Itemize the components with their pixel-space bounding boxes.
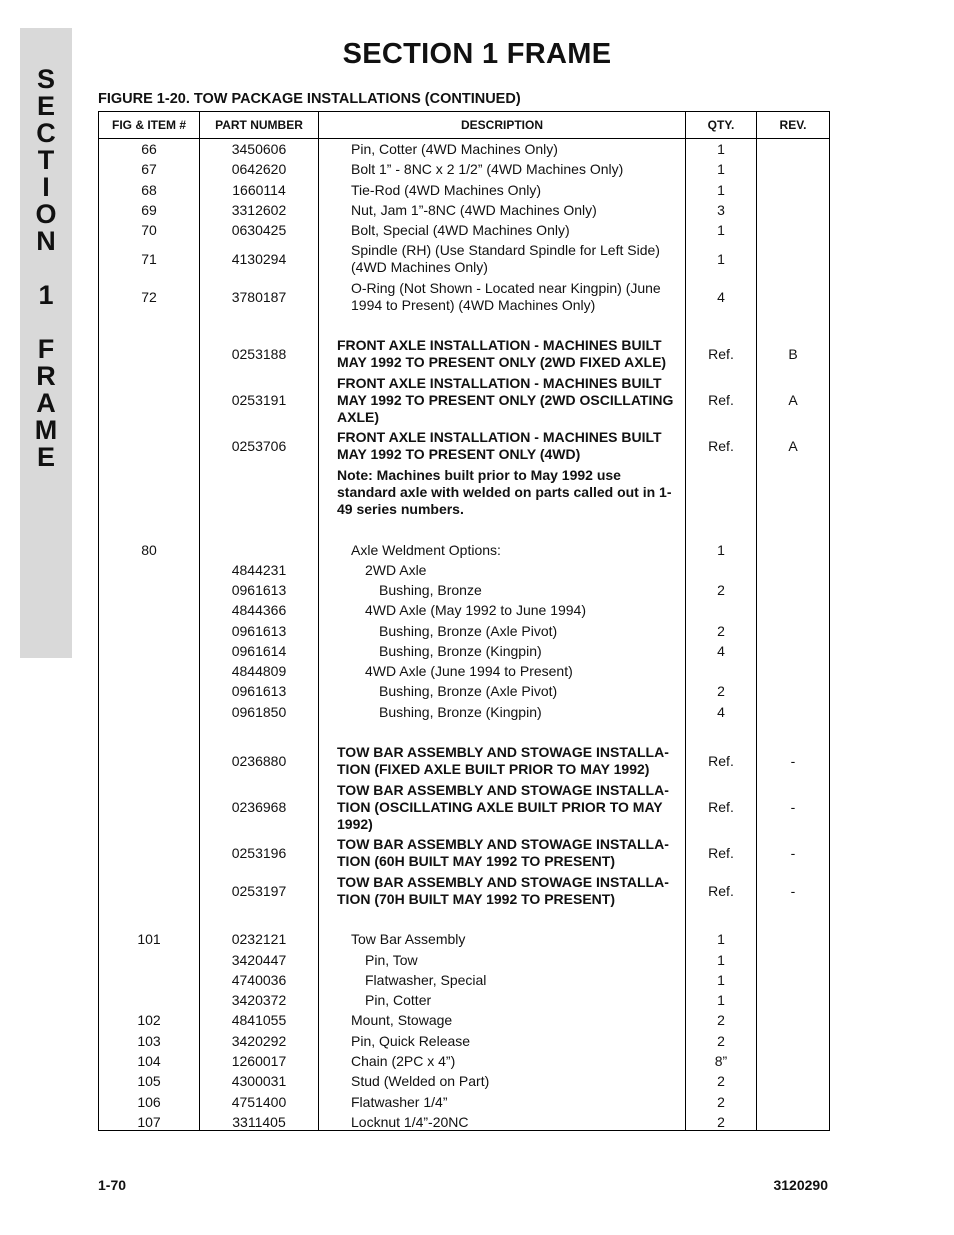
row-qty: Ref. [708,799,734,815]
row-fig-item: 72 [141,288,157,305]
row-qty: 2 [717,582,725,598]
row-rev: A [788,392,798,408]
row-part-number: 4844366 [231,602,287,618]
header-qty: QTY. [707,118,735,132]
side-tab-letter: R [36,361,56,391]
description-line: TION (60H BUILT MAY 1992 TO PRESENT) [337,853,615,869]
side-tab-letter: I [42,172,50,202]
row-part-number: 0236968 [231,799,287,815]
side-tab-letter: E [36,442,55,472]
row-part-number: 0630425 [231,222,287,238]
row-fig-item: 70 [141,222,157,238]
row-description [337,375,682,426]
description-line: Spindle (RH) (Use Standard Spindle for Left Side) [351,242,660,258]
row-description [351,161,696,178]
description-line: TION (OSCILLATING AXLE BUILT PRIOR TO MAY [337,799,663,815]
row-description [337,782,682,833]
row-fig-item: 67 [141,161,157,177]
side-tab-letter [20,309,72,336]
row-fig-item: 104 [137,1053,161,1069]
row-qty: 2 [717,1073,725,1089]
row-rev: B [788,345,798,362]
row-qty: Ref. [708,437,734,454]
description-line: Note: Machines built prior to May 1992 use [337,467,621,483]
row-description [351,542,696,559]
row-fig-item: 68 [141,182,157,198]
description-line: Mount, Stowage [351,1012,453,1028]
row-qty: 2 [717,623,725,639]
row-description [351,182,696,199]
side-tab-letter: E [36,91,55,121]
side-tab-letter: A [36,388,56,418]
row-qty: 1 [717,931,725,947]
row-qty: 1 [717,992,725,1008]
description-line: (4WD Machines Only) [351,259,488,275]
description-line: Bolt 1” - 8NC x 2 1/2” (4WD Machines Only) [351,161,624,177]
header-description: DESCRIPTION [460,118,543,132]
description-line: Flatwasher 1/4” [351,1094,448,1110]
description-line: AXLE) [337,409,379,425]
parts-table [98,111,830,1131]
row-part-number: 0961613 [231,623,287,639]
side-tab-letter: M [34,415,58,445]
row-fig-item: 80 [141,542,157,558]
description-line: 2WD Axle [365,562,427,578]
row-rev: - [790,882,796,899]
description-line: Bushing, Bronze [379,582,482,598]
row-qty: 1 [717,972,725,988]
row-qty: 2 [717,1012,725,1028]
row-part-number: 4740036 [231,972,287,988]
row-part-number: 0253196 [231,844,287,861]
page-number: 1-70 [98,1177,127,1193]
description-line: Chain (2PC x 4”) [351,1053,456,1069]
row-part-number: 0253191 [231,392,287,408]
row-qty: 4 [717,643,725,659]
description-line: Bolt, Special (4WD Machines Only) [351,222,570,238]
row-fig-item: 102 [137,1012,161,1028]
description-line: MAY 1992 TO PRESENT ONLY (2WD OSCILLATING [337,392,674,408]
row-qty: 3 [717,202,725,218]
description-line: 4WD Axle (May 1992 to June 1994) [365,602,587,618]
column-divider [756,112,757,1130]
row-qty: 1 [717,222,725,238]
row-qty: 1 [717,141,725,157]
row-qty: 8” [714,1053,728,1069]
row-qty: Ref. [708,345,734,362]
figure-title: FIGURE 1-20. TOW PACKAGE INSTALLATIONS (CONTINUED) [98,91,521,107]
row-part-number: 4751400 [231,1094,287,1110]
header-divider [99,138,829,139]
row-qty: 1 [717,182,725,198]
description-line: 1994 to Present) (4WD Machines Only) [351,297,596,313]
row-qty: 2 [717,1114,725,1130]
side-tab-letter: 1 [38,280,54,310]
row-rev: A [788,437,798,454]
side-tab-letter [20,255,72,282]
description-line: FRONT AXLE INSTALLATION - MACHINES BUILT [337,375,662,391]
row-qty: 2 [717,1094,725,1110]
description-line: TOW BAR ASSEMBLY AND STOWAGE INSTALLA- [337,744,669,760]
row-part-number: 0253706 [231,437,287,454]
side-tab-letter: O [35,199,57,229]
row-description [337,836,682,870]
description-line: Pin, Quick Release [351,1033,471,1049]
row-part-number: 4844231 [231,562,287,578]
row-qty: 1 [717,952,725,968]
row-fig-item: 69 [141,202,157,218]
side-tab-letter: C [36,118,56,148]
row-part-number: 0232121 [231,931,287,947]
side-tab-letter: N [36,226,56,256]
row-rev: - [790,799,796,815]
description-line: MAY 1992 TO PRESENT ONLY (4WD) [337,446,581,462]
row-part-number: 4841055 [231,1012,287,1028]
row-part-number: 0961850 [231,704,287,720]
header-rev: REV. [779,118,807,132]
row-description [365,992,710,1009]
description-line: Tow Bar Assembly [351,931,466,947]
row-description [351,1114,696,1131]
page-title: SECTION 1 FRAME [342,38,612,70]
row-fig-item: 71 [141,250,157,267]
row-description [379,683,724,700]
row-description [379,643,724,660]
row-description [365,663,710,680]
row-part-number: 3312602 [231,202,287,218]
row-part-number: 0253197 [231,882,287,899]
description-line: Pin, Tow [365,952,418,968]
row-description [337,467,682,518]
row-description [337,874,682,908]
description-line: MAY 1992 TO PRESENT ONLY (2WD FIXED AXLE) [337,354,667,370]
row-fig-item: 105 [137,1073,161,1089]
description-line: TOW BAR ASSEMBLY AND STOWAGE INSTALLA- [337,874,669,890]
description-line: Bushing, Bronze (Kingpin) [379,643,542,659]
row-fig-item: 66 [141,141,157,157]
row-description [351,1073,696,1090]
description-line: Pin, Cotter (4WD Machines Only) [351,141,558,157]
description-line: Nut, Jam 1”-8NC (4WD Machines Only) [351,202,597,218]
row-description [351,1033,696,1050]
row-part-number: 0642620 [231,161,287,177]
description-line: 1992) [337,816,373,832]
description-line: Stud (Welded on Part) [351,1073,490,1089]
row-part-number: 0253188 [231,345,287,362]
row-qty: 1 [717,250,725,267]
description-line: FRONT AXLE INSTALLATION - MACHINES BUILT [337,337,662,353]
description-line: 49 series numbers. [337,501,464,517]
row-part-number: 3450606 [231,141,287,157]
side-tab-letter: F [37,334,55,364]
document-number: 3120290 [773,1177,828,1193]
description-line: TION (FIXED AXLE BUILT PRIOR TO MAY 1992) [337,761,650,777]
header-part-number: PART NUMBER [215,118,303,132]
description-line: Bushing, Bronze (Kingpin) [379,704,542,720]
row-part-number: 4300031 [231,1073,287,1089]
row-description [337,744,682,778]
row-rev: - [790,752,796,769]
row-description [351,1012,696,1029]
row-qty: Ref. [708,392,734,408]
row-part-number: 0961613 [231,683,287,699]
row-qty: 1 [717,161,725,177]
description-line: Bushing, Bronze (Axle Pivot) [379,623,558,639]
description-line: Locknut 1/4”-20NC [351,1114,469,1130]
row-description [365,602,710,619]
description-line: 4WD Axle (June 1994 to Present) [365,663,573,679]
row-qty: 2 [717,683,725,699]
row-part-number: 4844809 [231,663,287,679]
row-qty: Ref. [708,752,734,769]
row-qty: Ref. [708,844,734,861]
row-description [379,582,724,599]
row-fig-item: 101 [137,931,161,947]
row-description [351,280,696,314]
row-part-number: 0236880 [231,752,287,769]
description-line: Tie-Rod (4WD Machines Only) [351,182,542,198]
description-line: TOW BAR ASSEMBLY AND STOWAGE INSTALLA- [337,836,669,852]
row-description [379,623,724,640]
row-part-number: 3311405 [232,1114,286,1130]
row-fig-item: 106 [137,1094,161,1110]
description-line: standard axle with welded on parts called out in 1- [337,484,672,500]
row-description [351,222,696,239]
column-divider [318,112,319,1130]
row-description [365,972,710,989]
description-line: Pin, Cotter [365,992,432,1008]
row-description [365,562,710,579]
row-description [337,429,682,463]
description-line: Axle Weldment Options: [351,542,501,558]
description-line: TION (70H BUILT MAY 1992 TO PRESENT) [337,891,615,907]
description-line: FRONT AXLE INSTALLATION - MACHINES BUILT [337,429,662,445]
row-description [337,337,682,371]
description-line: O-Ring (Not Shown - Located near Kingpin) (June [351,280,661,296]
row-description [351,1094,696,1111]
row-part-number: 3420447 [231,952,287,968]
row-part-number: 4130294 [231,250,287,267]
row-part-number: 3780187 [231,288,287,305]
row-qty: 1 [717,542,725,558]
row-description [351,202,696,219]
row-part-number: 3420292 [231,1033,287,1049]
header-fig-item: FIG & ITEM # [111,118,186,132]
row-fig-item: 107 [137,1114,161,1130]
side-tab-letter: T [37,145,55,175]
row-description [351,1053,696,1070]
description-line: Bushing, Bronze (Axle Pivot) [379,683,558,699]
row-description [351,242,696,276]
row-part-number: 1660114 [232,182,286,198]
row-qty: 2 [717,1033,725,1049]
row-part-number: 0961613 [231,582,287,598]
side-tab-letters [20,66,72,471]
row-part-number: 3420372 [231,992,287,1008]
row-part-number: 0961614 [231,643,287,659]
row-description [351,141,696,158]
row-part-number: 1260017 [231,1053,287,1069]
row-qty: 4 [717,288,725,305]
row-description [365,952,710,969]
side-tab-letter: S [36,64,55,94]
row-fig-item: 103 [137,1033,161,1049]
row-qty: 4 [717,704,725,720]
row-description [379,704,724,721]
description-line: TOW BAR ASSEMBLY AND STOWAGE INSTALLA- [337,782,669,798]
description-line: Flatwasher, Special [365,972,487,988]
row-qty: Ref. [708,882,734,899]
row-description [351,931,696,948]
row-rev: - [790,844,796,861]
